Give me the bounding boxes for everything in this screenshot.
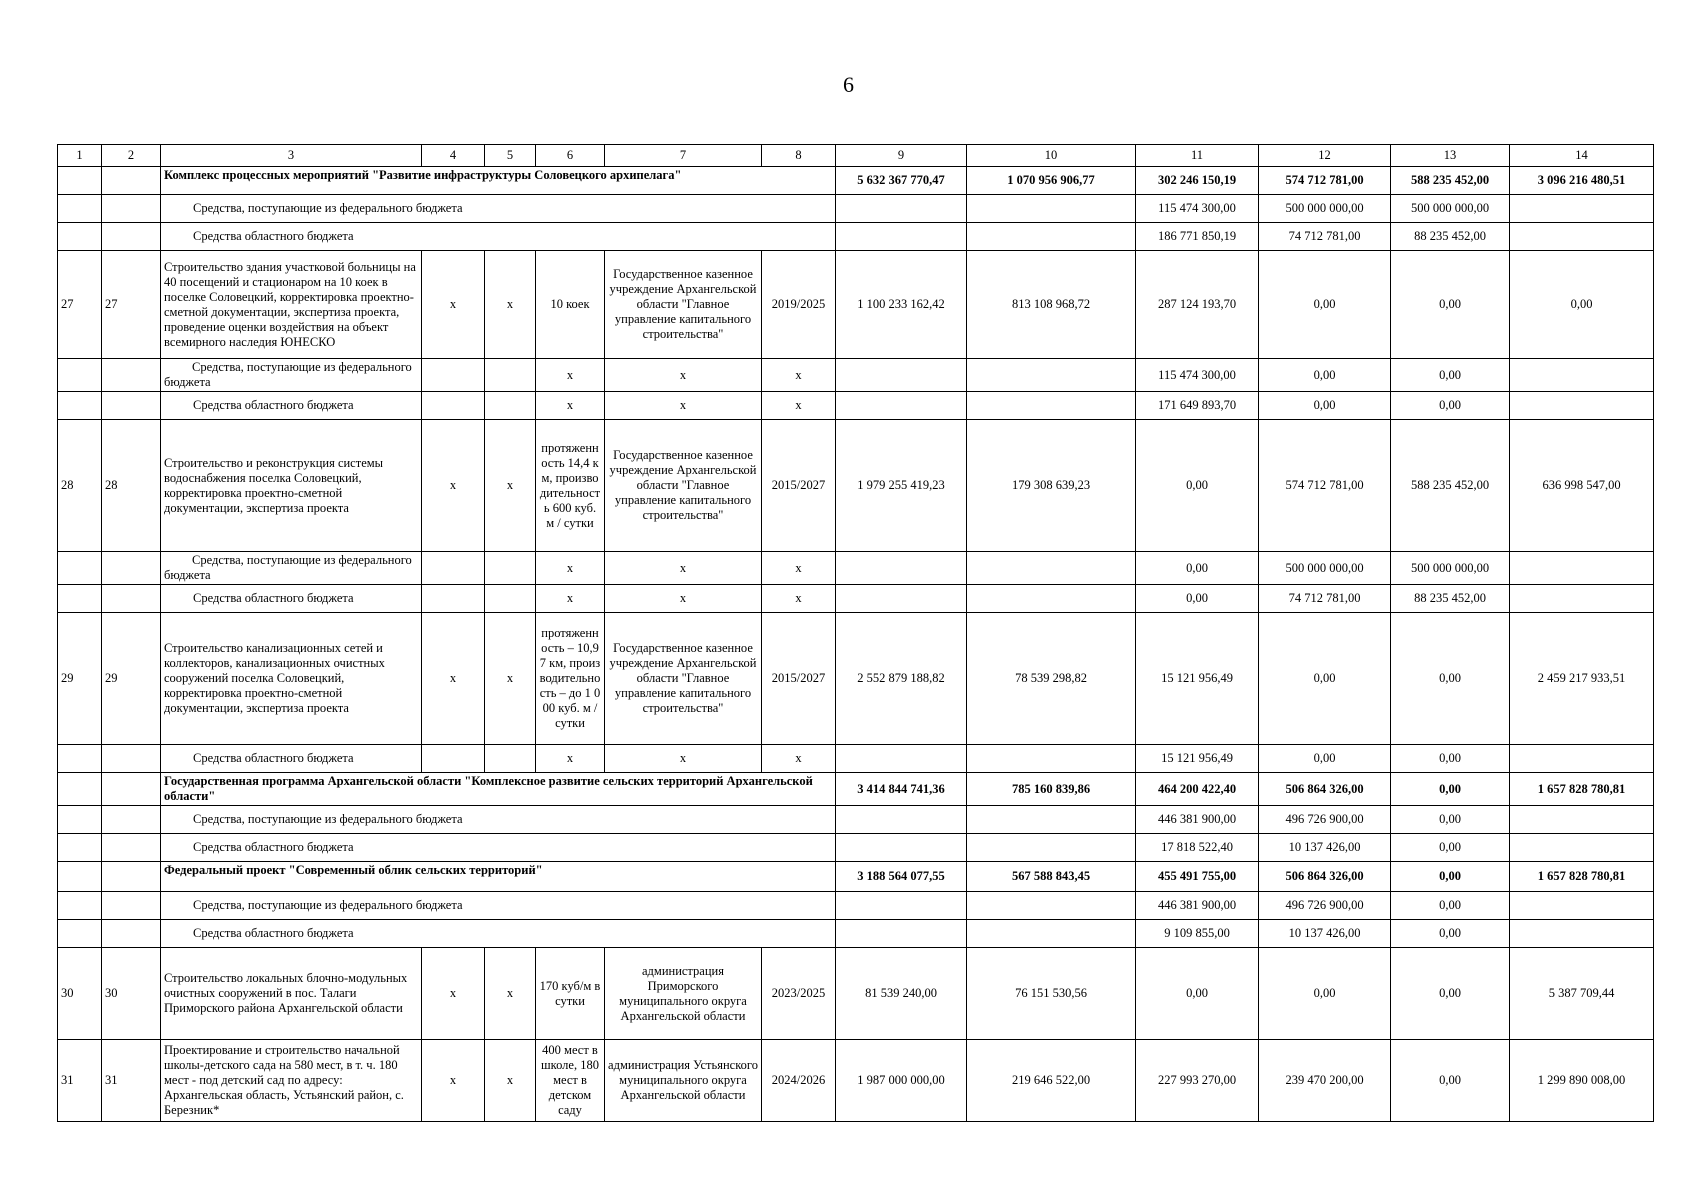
row-name: Федеральный проект "Современный облик сельских территорий": [161, 862, 836, 892]
row-name: Средства, поступающие из федерального бюджета: [161, 195, 836, 223]
cell-value: 15 121 956,49: [1136, 745, 1259, 773]
cell-value: 785 160 839,86: [967, 773, 1136, 806]
table-row: [58, 920, 1654, 948]
cell-value: 0,00: [1259, 359, 1391, 392]
cell-value: 287 124 193,70: [1136, 251, 1259, 359]
row-name: Государственная программа Архангельской области "Комплексное развитие сельских территорий Архангельской области": [161, 773, 836, 806]
cell-value: х: [762, 552, 836, 585]
table-row: [58, 251, 1654, 359]
cell-value: 500 000 000,00: [1259, 195, 1391, 223]
cell-period: 2015/2027: [762, 420, 836, 552]
col-number: 9: [836, 145, 967, 167]
col-number: 12: [1259, 145, 1391, 167]
cell-value: 3 188 564 077,55: [836, 862, 967, 892]
cell-value: 1 299 890 008,00: [1510, 1040, 1654, 1122]
cell-value: 0,00: [1136, 948, 1259, 1040]
cell-capacity: протяженность – 10,97 км, производительность – до 1 000 куб. м / сутки: [536, 613, 605, 745]
row-name: [161, 552, 422, 585]
cell-value: 17 818 522,40: [1136, 834, 1259, 862]
cell-value: 1 657 828 780,81: [1510, 862, 1654, 892]
row-number: 29: [58, 613, 102, 745]
cell-value: 0,00: [1391, 251, 1510, 359]
cell-value: 1 979 255 419,23: [836, 420, 967, 552]
cell-value: х: [605, 392, 762, 420]
cell-value: 15 121 956,49: [1136, 613, 1259, 745]
cell-value: 0,00: [1391, 892, 1510, 920]
row-name: Средства областного бюджета: [161, 920, 836, 948]
cell-value: 0,00: [1391, 392, 1510, 420]
table-row: [58, 585, 1654, 613]
cell-value: 81 539 240,00: [836, 948, 967, 1040]
cell-value: 5 632 367 770,47: [836, 167, 967, 195]
row-number: 27: [58, 251, 102, 359]
cell-value: 0,00: [1391, 613, 1510, 745]
cell-value: 0,00: [1259, 392, 1391, 420]
cell-value: 9 109 855,00: [1136, 920, 1259, 948]
row-name: Проектирование и строительство начальной школы-детского сада на 580 мест, в т. ч. 180 мест - под детский сад по адресу: Архангельская область, Устьянский район, с. Березник*: [161, 1040, 422, 1122]
col-number: 13: [1391, 145, 1510, 167]
cell-value: 74 712 781,00: [1259, 585, 1391, 613]
row-name: Средства, поступающие из федерального бюджета: [161, 892, 836, 920]
row-name: Средства областного бюджета: [161, 392, 422, 420]
table-row: [58, 359, 1654, 392]
cell-value: 2 459 217 933,51: [1510, 613, 1654, 745]
cell-executor: администрация Приморского муниципального округа Архангельской области: [605, 948, 762, 1040]
cell-value: 574 712 781,00: [1259, 167, 1391, 195]
cell-value: 500 000 000,00: [1259, 552, 1391, 585]
cell-value: 1 657 828 780,81: [1510, 773, 1654, 806]
cell-value: х: [485, 251, 536, 359]
cell-value: 455 491 755,00: [1136, 862, 1259, 892]
cell-value: 227 993 270,00: [1136, 1040, 1259, 1122]
cell-value: 496 726 900,00: [1259, 892, 1391, 920]
cell-value: 171 649 893,70: [1136, 392, 1259, 420]
cell-value: 179 308 639,23: [967, 420, 1136, 552]
cell-value: 115 474 300,00: [1136, 359, 1259, 392]
row-number: 28: [58, 420, 102, 552]
row-name: Строительство здания участковой больницы на 40 посещений и стационаром на 10 коек в поселке Соловецкий, корректировка проектно-сметной документации, экспертиза проекта, проведение оценки воздействия на объект всемирного наследия ЮНЕСКО: [161, 251, 422, 359]
cell-value: 506 864 326,00: [1259, 773, 1391, 806]
cell-capacity: 170 куб/м в сутки: [536, 948, 605, 1040]
cell-value: 186 771 850,19: [1136, 223, 1259, 251]
row-name: Комплекс процессных мероприятий "Развитие инфраструктуры Соловецкого архипелага": [161, 167, 836, 195]
table-row: [58, 948, 1654, 1040]
table-row: [58, 195, 1654, 223]
cell-capacity: 400 мест в школе, 180 мест в детском саду: [536, 1040, 605, 1122]
row-name: Средства областного бюджета: [161, 834, 836, 862]
cell-value: 574 712 781,00: [1259, 420, 1391, 552]
col-number: 3: [161, 145, 422, 167]
cell-value: 0,00: [1391, 806, 1510, 834]
cell-value: 446 381 900,00: [1136, 806, 1259, 834]
table-row: [58, 1040, 1654, 1122]
cell-executor: Государственное казенное учреждение Архангельской области "Главное управление капитального строительства": [605, 613, 762, 745]
col-number: 1: [58, 145, 102, 167]
cell-value: 588 235 452,00: [1391, 420, 1510, 552]
row-number: 31: [102, 1040, 161, 1122]
table-row: [58, 552, 1654, 585]
cell-period: 2019/2025: [762, 251, 836, 359]
table-row: [58, 420, 1654, 552]
table-row: [58, 167, 1654, 195]
row-number: 30: [102, 948, 161, 1040]
cell-value: 0,00: [1391, 773, 1510, 806]
cell-value: 10 137 426,00: [1259, 920, 1391, 948]
cell-period: 2015/2027: [762, 613, 836, 745]
cell-value: х: [762, 585, 836, 613]
cell-value: х: [536, 585, 605, 613]
cell-value: 78 539 298,82: [967, 613, 1136, 745]
cell-value: 219 646 522,00: [967, 1040, 1136, 1122]
cell-value: х: [422, 420, 485, 552]
cell-value: 0,00: [1391, 920, 1510, 948]
cell-value: 506 864 326,00: [1259, 862, 1391, 892]
table-row: [58, 745, 1654, 773]
table-row: [58, 862, 1654, 892]
row-number: 30: [58, 948, 102, 1040]
cell-value: х: [422, 251, 485, 359]
cell-value: х: [762, 392, 836, 420]
row-name-text: Средства, поступающие из федерального бюджета: [164, 360, 412, 389]
cell-value: 76 151 530,56: [967, 948, 1136, 1040]
cell-value: 0,00: [1391, 1040, 1510, 1122]
table-row: [58, 892, 1654, 920]
row-name: Средства, поступающие из федерального бюджета: [161, 806, 836, 834]
col-number: 8: [762, 145, 836, 167]
cell-value: х: [605, 359, 762, 392]
col-number: 14: [1510, 145, 1654, 167]
cell-value: х: [605, 552, 762, 585]
row-name: Средства областного бюджета: [161, 223, 836, 251]
cell-value: 0,00: [1136, 585, 1259, 613]
cell-value: 74 712 781,00: [1259, 223, 1391, 251]
cell-value: 88 235 452,00: [1391, 223, 1510, 251]
row-name: Строительство локальных блочно-модульных очистных сооружений в пос. Талаги Приморского района Архангельской области: [161, 948, 422, 1040]
cell-value: 636 998 547,00: [1510, 420, 1654, 552]
cell-value: 0,00: [1510, 251, 1654, 359]
row-number: 28: [102, 420, 161, 552]
table-row: [58, 806, 1654, 834]
cell-value: 0,00: [1259, 251, 1391, 359]
cell-value: 1 100 233 162,42: [836, 251, 967, 359]
row-name: [161, 359, 422, 392]
cell-value: 1 070 956 906,77: [967, 167, 1136, 195]
row-name: Средства областного бюджета: [161, 585, 422, 613]
row-name: Строительство и реконструкция системы водоснабжения поселка Соловецкий, корректировка проектно-сметной документации, экспертиза проекта: [161, 420, 422, 552]
cell-value: х: [422, 613, 485, 745]
row-name: Строительство канализационных сетей и коллекторов, канализационных очистных сооружений поселка Соловецкий, корректировка проектно-сметной документации, экспертиза проекта: [161, 613, 422, 745]
cell-value: 0,00: [1391, 862, 1510, 892]
cell-value: х: [485, 948, 536, 1040]
col-number: 4: [422, 145, 485, 167]
col-number: 6: [536, 145, 605, 167]
cell-value: х: [485, 420, 536, 552]
cell-value: х: [605, 585, 762, 613]
cell-value: 0,00: [1391, 359, 1510, 392]
table-row: [58, 392, 1654, 420]
col-number: 2: [102, 145, 161, 167]
row-number: 31: [58, 1040, 102, 1122]
cell-value: х: [485, 613, 536, 745]
cell-value: 0,00: [1391, 745, 1510, 773]
cell-value: х: [762, 745, 836, 773]
cell-value: 2 552 879 188,82: [836, 613, 967, 745]
cell-value: х: [536, 552, 605, 585]
cell-value: х: [536, 392, 605, 420]
cell-value: 0,00: [1136, 552, 1259, 585]
col-number: 7: [605, 145, 762, 167]
cell-value: 0,00: [1136, 420, 1259, 552]
cell-value: 239 470 200,00: [1259, 1040, 1391, 1122]
table-row: [58, 223, 1654, 251]
cell-value: 0,00: [1259, 745, 1391, 773]
cell-value: 3 096 216 480,51: [1510, 167, 1654, 195]
row-name-text: Средства, поступающие из федерального бюджета: [164, 553, 412, 582]
cell-value: 10 137 426,00: [1259, 834, 1391, 862]
budget-table: [57, 144, 1654, 1122]
table-row: [58, 613, 1654, 745]
cell-value: 464 200 422,40: [1136, 773, 1259, 806]
cell-value: 813 108 968,72: [967, 251, 1136, 359]
cell-capacity: протяженность 14,4 км, производительность 600 куб. м / сутки: [536, 420, 605, 552]
cell-value: 0,00: [1259, 613, 1391, 745]
cell-value: 567 588 843,45: [967, 862, 1136, 892]
cell-value: 5 387 709,44: [1510, 948, 1654, 1040]
row-number: 29: [102, 613, 161, 745]
table-row: [58, 773, 1654, 806]
cell-value: 88 235 452,00: [1391, 585, 1510, 613]
cell-value: 1 987 000 000,00: [836, 1040, 967, 1122]
table-row: [58, 834, 1654, 862]
cell-executor: Государственное казенное учреждение Архангельской области "Главное управление капитального строительства": [605, 420, 762, 552]
cell-value: х: [762, 359, 836, 392]
cell-value: х: [605, 745, 762, 773]
cell-value: х: [485, 1040, 536, 1122]
cell-period: 2023/2025: [762, 948, 836, 1040]
cell-period: 2024/2026: [762, 1040, 836, 1122]
page-number: 6: [843, 72, 854, 97]
cell-value: 500 000 000,00: [1391, 195, 1510, 223]
col-number: 11: [1136, 145, 1259, 167]
cell-value: х: [536, 359, 605, 392]
cell-value: 3 414 844 741,36: [836, 773, 967, 806]
cell-capacity: 10 коек: [536, 251, 605, 359]
cell-value: 446 381 900,00: [1136, 892, 1259, 920]
col-number: 5: [485, 145, 536, 167]
row-number: 27: [102, 251, 161, 359]
row-name: Средства областного бюджета: [161, 745, 422, 773]
cell-value: 0,00: [1259, 948, 1391, 1040]
cell-value: 0,00: [1391, 834, 1510, 862]
cell-value: 496 726 900,00: [1259, 806, 1391, 834]
cell-value: 588 235 452,00: [1391, 167, 1510, 195]
cell-value: 500 000 000,00: [1391, 552, 1510, 585]
cell-value: 0,00: [1391, 948, 1510, 1040]
col-number: 10: [967, 145, 1136, 167]
cell-executor: администрация Устьянского муниципального округа Архангельской области: [605, 1040, 762, 1122]
column-number-row: [58, 145, 1654, 167]
cell-value: 302 246 150,19: [1136, 167, 1259, 195]
cell-value: 115 474 300,00: [1136, 195, 1259, 223]
cell-value: х: [536, 745, 605, 773]
cell-value: х: [422, 1040, 485, 1122]
cell-value: х: [422, 948, 485, 1040]
cell-executor: Государственное казенное учреждение Архангельской области "Главное управление капитального строительства": [605, 251, 762, 359]
